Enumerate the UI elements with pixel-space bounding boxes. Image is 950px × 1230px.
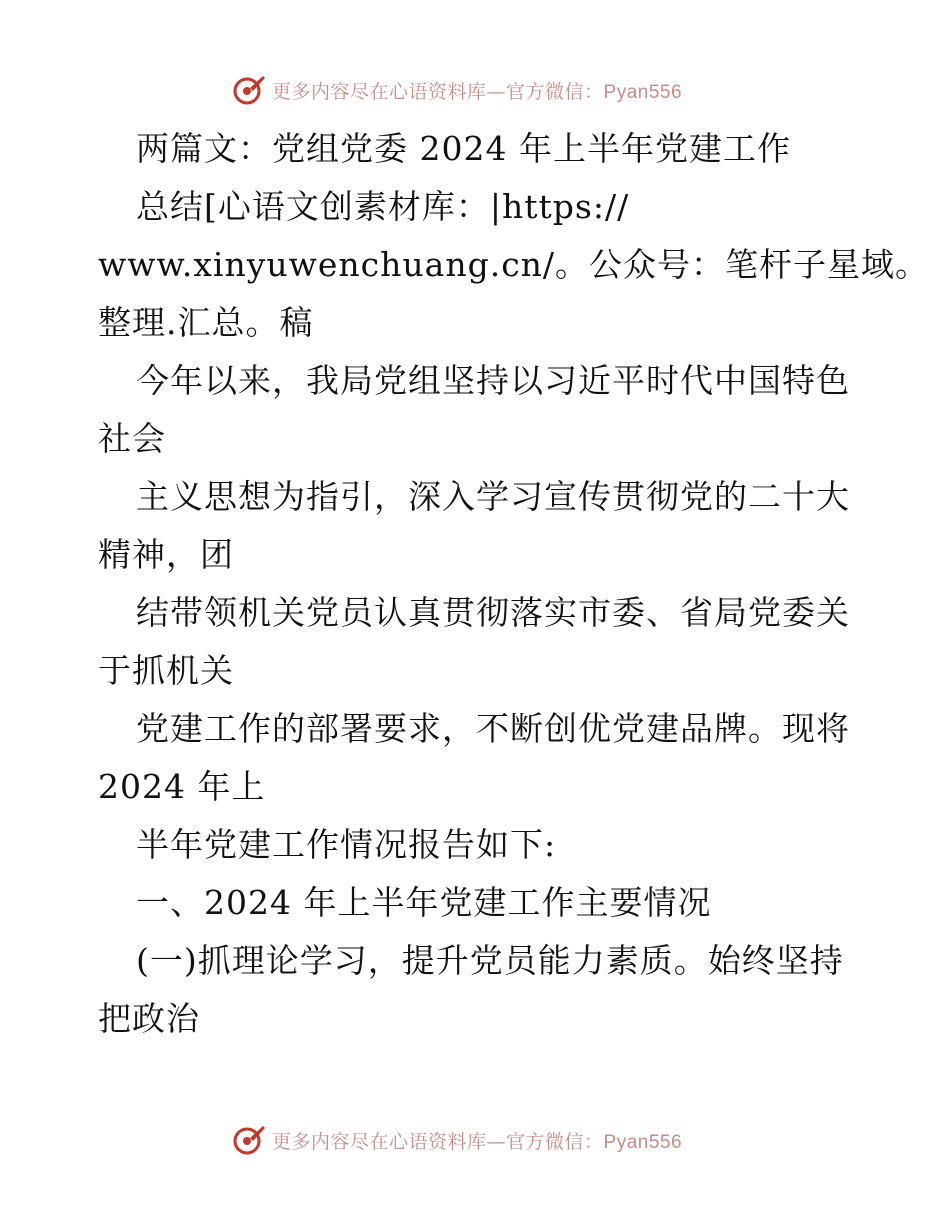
paragraph-line: 2024 年上: [98, 767, 266, 806]
paragraph-line: 把政治: [98, 999, 200, 1038]
paragraph-line: 于抓机关: [98, 651, 234, 690]
title-line-1: 两篇文：党组党委 2024 年上半年党建工作: [136, 129, 791, 168]
document-body: [98, 120, 930, 1048]
title-line-3: www.xinyuwenchuang.cn/。公众号：笔杆子星域。: [98, 245, 930, 284]
pen-logo-icon: [232, 73, 266, 107]
title-line-4: 整理.汇总。稿: [98, 303, 314, 342]
paragraph-line: 结带领机关党员认真贯彻落实市委、省局党委关: [136, 593, 850, 632]
paragraph-line: 社会: [98, 419, 166, 458]
section-heading: 一、2024 年上半年党建工作主要情况: [136, 883, 712, 922]
subsection-heading: (一)抓理论学习，提升党员能力素质。始终坚持: [136, 941, 844, 980]
watermark-text: 更多内容尽在心语资料库—官方微信：Pyan556: [272, 80, 683, 103]
watermark-text: 更多内容尽在心语资料库—官方微信：Pyan556: [272, 1130, 683, 1153]
title-line-2: 总结[心语文创素材库：|https://: [136, 187, 630, 226]
header-watermark: [232, 72, 682, 108]
footer-watermark: [232, 1122, 682, 1158]
paragraph-line: 党建工作的部署要求，不断创优党建品牌。现将: [136, 709, 850, 748]
paragraph-line: 半年党建工作情况报告如下:: [136, 825, 557, 864]
pen-logo-icon: [232, 1123, 266, 1157]
paragraph-line: 主义思想为指引，深入学习宣传贯彻党的二十大: [136, 477, 850, 516]
paragraph-line: 精神，团: [98, 535, 234, 574]
paragraph-line: 今年以来，我局党组坚持以习近平时代中国特色: [136, 361, 850, 400]
